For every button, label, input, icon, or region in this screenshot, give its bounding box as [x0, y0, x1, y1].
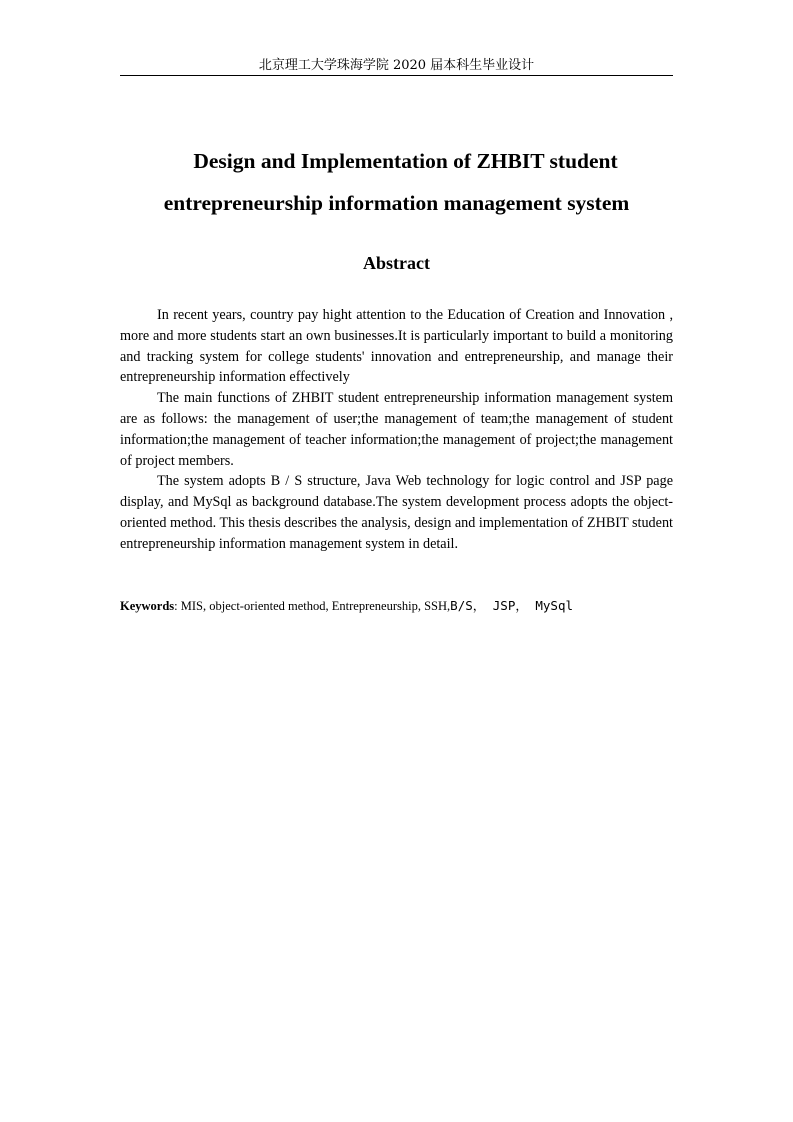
keywords-tech: B/S， JSP， MySql — [450, 598, 574, 613]
abstract-body — [120, 305, 673, 555]
keywords-line — [120, 597, 673, 615]
title-line-2: entrepreneurship information management system — [163, 191, 630, 215]
abstract-paragraph-3: The system adopts B / S structure, Java Web technology for logic control and JSP page display, and MySql as background database.The system development process adopts the object-oriented method. This thesis describes the analysis, design and implementation of ZHBIT student entrepreneurship information management system in detail. — [120, 473, 673, 552]
abstract-heading: Abstract — [363, 253, 430, 273]
title-line-1: Design and Implementation of ZHBIT student — [193, 149, 618, 173]
abstract-paragraph-2: The main functions of ZHBIT student entrepreneurship information management system are as follows: the management of user;the management of team;the management of student information;the management of teacher information;the management of project;the management of project members. — [120, 390, 673, 469]
keywords-text: : MIS, object-oriented method, Entrepreneurship, SSH, — [174, 599, 451, 613]
keywords-label: Keywords — [120, 599, 175, 613]
abstract-paragraph-1: In recent years, country pay hight attention to the Education of Creation and Innovation , more and more students start an own businesses.It is particularly important to build a monitoring and tracking system for college students' innovation and entrepreneurship, and manage their entrepreneurship information effectively — [120, 307, 673, 386]
paper-title — [120, 140, 673, 224]
running-header: 北京理工大学珠海学院 2020 届本科生毕业设计 — [258, 58, 535, 73]
header-divider — [120, 75, 673, 76]
